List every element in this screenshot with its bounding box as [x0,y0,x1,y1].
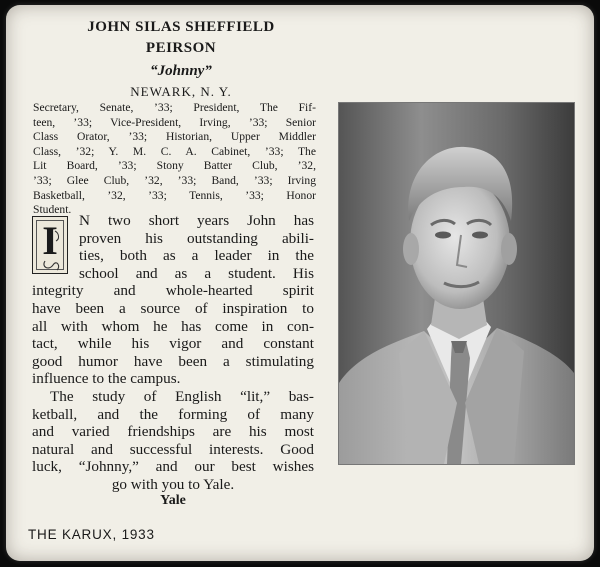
bio-line: have been a source of inspiration to [32,299,314,317]
college-destination: Yale [160,493,186,508]
bio-line: influence to the campus. [32,370,181,388]
bio-line: tact, while his vigor and constant [32,335,314,353]
bio-line: ketball, and the forming of many [32,405,314,423]
activities-line: Class, ’32; Y. M. C. A. Cabinet, ’33; The [33,144,316,158]
activities-line: Class Orator, ’33; Historian, Upper Middler [33,130,316,144]
student-nickname: “Johnny” [150,63,212,79]
activities-line: Secretary, Senate, ’33; President, The Fif- [33,101,316,114]
portrait-photo [338,102,575,465]
bio-line: proven his outstanding abili- [79,229,314,247]
bio-line: and varied friendships are his most [32,423,314,441]
bio-line: The study of English “lit,” bas- [50,387,314,405]
bio-line: integrity and whole-hearted spirit [32,282,314,300]
student-name-line2: PEIRSON [145,40,217,56]
bio-line: good humor have been a stimulating [32,352,314,370]
bio-line: school and as a student. His [79,264,314,282]
bio-text [32,212,314,494]
yearbook-footer: THE KARUX, 1933 [28,527,155,542]
activities-line: teen, ’33; Vice-President, Irving, ’33; Senior [33,115,316,129]
student-hometown: NEWARK, N. Y. [130,84,232,99]
student-name-line1: JOHN SILAS SHEFFIELD [87,19,275,35]
activities-line: Basketball, ’32, ’33; Tennis, ’33; Honor [33,188,316,202]
activities-line: ’33; Glee Club, ’32, ’33; Band, ’33; Irving [33,173,316,187]
activities-list [33,101,316,218]
bio-line: all with whom he has come in con- [32,317,314,335]
bio-line: luck, “Johnny,” and our best wishes [32,458,314,476]
drop-cap-letter: I [42,218,58,263]
bio-line: N two short years John has [79,212,314,229]
bio-line: go with you to Yale. [111,475,235,493]
yearbook-page [6,5,594,561]
bio-line: ties, both as a leader in the [79,247,314,265]
bio-line: natural and successful interests. Good [32,440,314,458]
portrait-illustration [339,103,574,464]
activities-line: Student. [33,203,72,217]
activities-line: Lit Board, ’33; Stony Batter Club, ’32, [33,159,316,173]
